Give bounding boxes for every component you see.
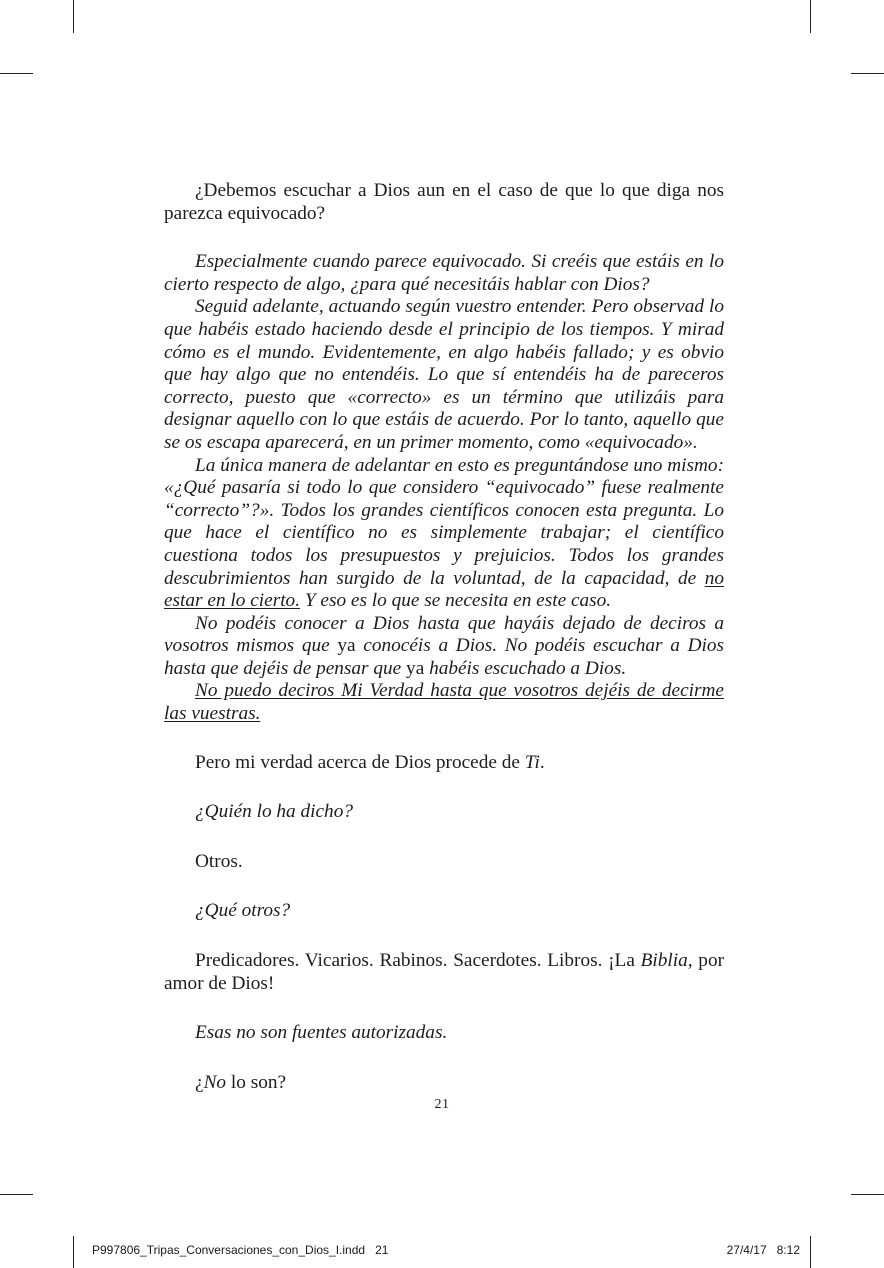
italic-word: Biblia (640, 950, 688, 972)
question-paragraph: ¿No lo son? (195, 1071, 287, 1093)
answer-paragraph: Seguid adelante, actuando según vuestro entender. Pero observad lo que habéis estado haciendo desde el principio de los tiempos. Y mirad cómo es el mundo. Evidentemente, en algo habéis fallado; y es obvio que hay algo que no entendéis. Lo que sí entendéis ha de pareceros correcto, puesto que «correcto» es un término que utilizáis para designar aquello con lo que estáis de acuerdo. Por lo tanto, aquello que se os escapa aparecerá, en un primer momento, como «equivocado». (164, 296, 724, 453)
crop-mark-right-upper (851, 73, 884, 74)
question-paragraph: Pero mi verdad acerca de Dios procede de Ti. (195, 751, 545, 773)
body-text (164, 180, 724, 1094)
question-paragraph: Predicadores. Vicarios. Rabinos. Sacerdotes. Libros. ¡La Biblia, por amor de Dios! (164, 950, 725, 994)
crop-mark-right-lower (851, 1194, 884, 1195)
italic-word: Ti (524, 751, 540, 773)
roman-word: ya (337, 635, 356, 657)
page-number: 21 (434, 1097, 450, 1112)
underlined-sentence: No puedo deciros Mi Verdad hasta que vosotros dejéis de decirme las vuestras. (164, 680, 724, 725)
footer-date-slug: 27/4/17 8:12 (726, 1243, 800, 1257)
answer-paragraph: Esas no son fuentes autorizadas. (195, 1022, 448, 1044)
crop-mark-bottom-right (810, 1236, 811, 1268)
question-paragraph: ¿Debemos escuchar a Dios aun en el caso de que lo que diga nos parezca equivocado? (164, 180, 724, 224)
crop-mark-bottom-left (73, 1236, 74, 1268)
footer-file-slug: P997806_Tripas_Conversaciones_con_Dios_I.indd 21 (92, 1243, 389, 1257)
underlined-phrase: no estar en lo cierto. (164, 567, 724, 612)
answer-paragraph (164, 680, 724, 725)
question-paragraph: Otros. (195, 850, 243, 872)
roman-word: ya (406, 657, 425, 679)
crop-mark-top-left (73, 0, 74, 33)
crop-mark-left-upper (0, 73, 33, 74)
answer-paragraph: Especialmente cuando parece equivocado. Si creéis que estáis en lo cierto respecto de algo, ¿para qué necesitáis hablar con Dios? (164, 251, 724, 295)
crop-mark-left-lower (0, 1194, 33, 1195)
answer-paragraph: La única manera de adelantar en esto es preguntándose uno mismo: «¿Qué pasaría si todo lo que considero “equivocado” fuese realmente “correcto”?». Todos los grandes científicos conocen esta pregunta. Lo que hace el científico no es simplemente trabajar; el científico cuestiona todos los presupuestos y prejuicios. Todos los grandes descubrimientos han surgido de la voluntad, de la capacidad, de no estar en lo cierto. Y eso es lo que se necesita en este caso. (164, 454, 724, 612)
answer-paragraph: No podéis conocer a Dios hasta que hayáis dejado de deciros a vosotros mismos que ya conocéis a Dios. No podéis escuchar a Dios hasta que dejéis de pensar que ya habéis escuchado a Dios. (164, 612, 724, 679)
crop-mark-top-right (810, 0, 811, 33)
answer-paragraph: ¿Qué otros? (195, 900, 291, 922)
italic-word: No (203, 1071, 227, 1093)
answer-paragraph: ¿Quién lo ha dicho? (195, 801, 353, 823)
